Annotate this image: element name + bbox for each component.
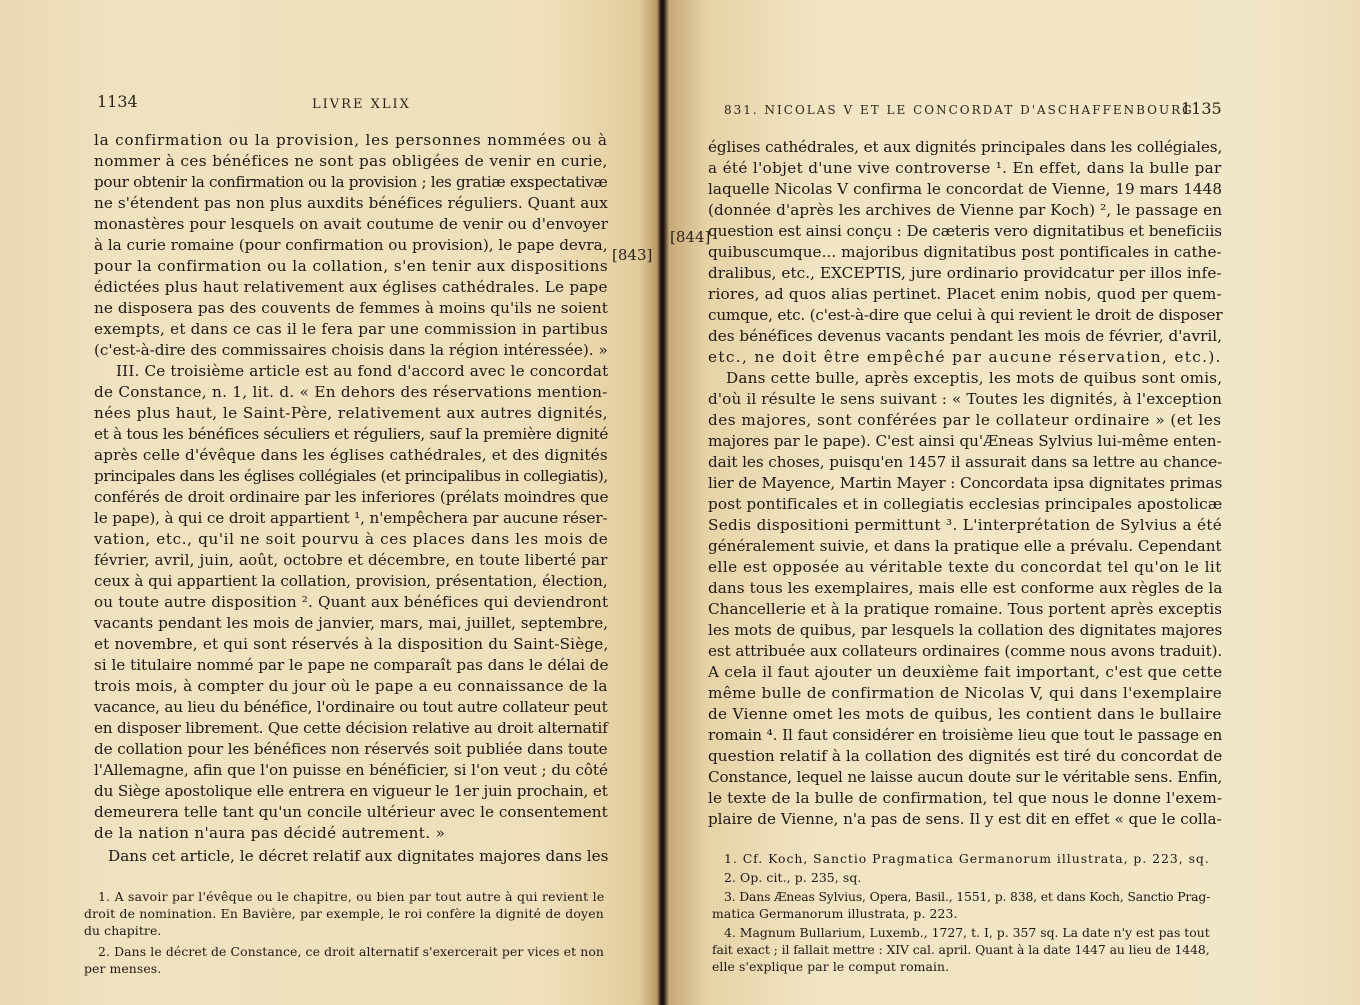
footnote-line: droit de nomination. En Bavière, par exemple, le roi confère la dignité de doyen: [84, 906, 604, 921]
text-line: post pontificales et in collegiatis ecclesias principales apostolicæ: [708, 495, 1223, 513]
text-line: vation, etc., qu'il ne soit pourvu à ces places dans les mois de: [94, 530, 609, 548]
footnote-line: 4. Magnum Bullarium, Luxemb., 1727, t. I, p. 357 sq. La date n'y est pas tout: [724, 925, 1210, 940]
text-line: A cela il faut ajouter un deuxième fait important, c'est que cette: [708, 663, 1223, 681]
footnote-line: 3. Dans Æneas Sylvius, Opera, Basil., 1551, p. 838, et dans Koch, Sanctio Prag-: [724, 889, 1211, 904]
margin-page-ref: [843]: [612, 246, 653, 264]
text-line: ne s'étendent pas non plus auxdits bénéfices réguliers. Quant aux: [94, 194, 608, 212]
text-line: lier de Mayence, Martin Mayer : Concordata ipsa dignitates primas: [708, 474, 1223, 492]
text-line: à la curie romaine (pour confirmation ou provision), le pape devra,: [94, 236, 608, 254]
text-line: ne disposera pas des couvents de femmes à moins qu'ils ne soient: [94, 299, 608, 317]
text-line: dait les choses, puisqu'en 1457 il assurait dans sa lettre au chance-: [708, 453, 1223, 471]
page-number: 1135: [1181, 99, 1222, 118]
text-line: cumque, etc. (c'est-à-dire que celui à qui revient le droit de disposer: [708, 306, 1223, 324]
footnote-line: 2. Op. cit., p. 235, sq.: [724, 870, 862, 885]
text-line: de collation pour les bénéfices non réservés soit publiée dans toute: [94, 740, 608, 758]
text-line: laquelle Nicolas V confirma le concordat de Vienne, 19 mars 1448: [708, 180, 1223, 198]
text-line: édictées plus haut relativement aux églises cathédrales. Le pape: [94, 278, 608, 296]
text-line: est attribuée aux collateurs ordinaires (comme nous avons traduit).: [708, 642, 1223, 660]
text-line: d'où il résulte le sens suivant : « Toutes les dignités, à l'exception: [708, 390, 1223, 408]
footnote-line: du chapitre.: [84, 923, 162, 938]
footnote-line: 2. Dans le décret de Constance, ce droit alternatif s'exercerait per vices et non: [98, 944, 605, 959]
text-line: de Constance, n. 1, lit. d. « En dehors des réservations mention-: [94, 383, 608, 401]
footnote-line: per menses.: [84, 961, 162, 976]
text-line: dans tous les exemplaires, mais elle est conforme aux règles de la: [708, 579, 1223, 597]
text-line: a été l'objet d'une vive controverse ¹. En effet, dans la bulle par: [708, 159, 1222, 177]
footnote-line: fait exact ; il fallait mettre : XIV cal. april. Quant à la date 1447 au lieu de 1448,: [712, 942, 1210, 957]
text-line: du Siège apostolique elle entrera en vigueur le 1er juin prochain, et: [94, 782, 608, 800]
text-line: de la nation n'aura pas décidé autrement. »: [94, 824, 446, 842]
text-line: si le titulaire nommé par le pape ne comparaît pas dans le délai de: [94, 656, 609, 674]
text-line: elle est opposée au véritable texte du concordat tel qu'on le lit: [708, 558, 1222, 576]
footnote-line: matica Germanorum illustrata, p. 223.: [712, 906, 958, 921]
text-line: en disposer librement. Que cette décision relative au droit alternatif: [94, 719, 608, 737]
text-line: nommer à ces bénéfices ne sont pas obligées de venir en curie,: [94, 152, 608, 170]
text-line: vacance, au lieu du bénéfice, l'ordinaire ou tout autre collateur peut: [94, 698, 608, 716]
text-line: question relatif à la collation des dignités est tiré du concordat de: [708, 747, 1223, 765]
text-line: Sedis dispositioni permittunt ³. L'interprétation de Sylvius a été: [708, 516, 1223, 534]
text-line: principales dans les églises collégiales (et principalibus in collegiatis),: [94, 467, 608, 485]
text-line: pour obtenir la confirmation ou la provision ; les gratiæ exspectativæ: [94, 173, 608, 191]
text-line: pour la confirmation ou la collation, s'en tenir aux dispositions: [94, 257, 609, 275]
text-line: III. Ce troisième article est au fond d'accord avec le concordat: [116, 362, 609, 380]
text-line: des bénéfices devenus vacants pendant les mois de février, d'avril,: [708, 327, 1222, 345]
text-line: question est ainsi conçu : De cæteris vero dignitatibus et beneficiis: [708, 222, 1223, 240]
text-line: le texte de la bulle de confirmation, tel que nous le donne l'exem-: [708, 789, 1223, 807]
text-line: Dans cette bulle, après exceptis, les mots de quibus sont omis,: [726, 369, 1223, 387]
text-line: églises cathédrales, et aux dignités principales dans les collégiales,: [708, 138, 1223, 156]
footnote-line: elle s'explique par le comput romain.: [712, 959, 950, 974]
margin-page-ref: [844]: [670, 228, 711, 246]
left-page: [0, 0, 655, 1005]
text-line: le pape), à qui ce droit appartient ¹, n'empêchera par aucune réser-: [94, 509, 608, 527]
text-line: majores par le pape). C'est ainsi qu'Æneas Sylvius lui-même enten-: [708, 432, 1222, 450]
text-line: etc., ne doit être empêché par aucune réservation, etc.).: [708, 348, 1222, 366]
text-line: plaire de Vienne, n'a pas de sens. Il y est dit en effet « que le colla-: [708, 810, 1222, 828]
text-line: (c'est-à-dire des commissaires choisis dans la région intéressée). »: [94, 341, 608, 359]
running-head: LIVRE XLIX: [312, 97, 411, 112]
text-line: romain ⁴. Il faut considérer en troisième lieu que tout le passage en: [708, 726, 1223, 744]
footnote-line: 1. Cf. Koch, Sanctio Pragmatica Germanorum illustrata, p. 223, sq.: [724, 851, 1210, 866]
footnote-line: 1. A savoir par l'évêque ou le chapitre, ou bien par tout autre à qui revient le: [98, 889, 605, 904]
running-head: 831. NICOLAS V ET LE CONCORDAT D'ASCHAFFENBOURG: [724, 103, 1194, 117]
text-line: février, avril, juin, août, octobre et décembre, en toute liberté par: [94, 551, 608, 569]
text-line: et à tous les bénéfices séculiers et réguliers, sauf la première dignité: [94, 425, 609, 443]
text-line: les mots de quibus, par lesquels la collation des dignitates majores: [708, 621, 1223, 639]
text-line: l'Allemagne, afin que l'on puisse en bénéficier, si l'on veut ; du côté: [94, 761, 608, 779]
text-line: riores, ad quos alias pertinet. Placet enim nobis, quod per quem-: [708, 285, 1222, 303]
text-line: Chancellerie et à la pratique romaine. Tous portent après exceptis: [708, 600, 1223, 618]
text-line: la confirmation ou la provision, les personnes nommées ou à: [94, 131, 608, 149]
text-line: des majores, sont conférées par le collateur ordinaire » (et les: [708, 411, 1222, 429]
text-line: ceux à qui appartient la collation, provision, présentation, élection,: [94, 572, 608, 590]
text-line: Dans cet article, le décret relatif aux dignitates majores dans les: [108, 847, 609, 865]
text-line: trois mois, à compter du jour où le pape a eu connaissance de la: [94, 677, 608, 695]
text-line: quibuscumque... majoribus dignitatibus post pontificales in cathe-: [708, 243, 1222, 261]
right-page: [660, 0, 1360, 1005]
text-line: et novembre, et qui sont réservés à la disposition du Saint-Siège,: [94, 635, 609, 653]
text-line: généralement suivie, et dans la pratique elle a prévalu. Cependant: [708, 537, 1222, 555]
text-line: exempts, et dans ce cas il le fera par une commission in partibus: [94, 320, 609, 338]
text-line: même bulle de confirmation de Nicolas V, qui dans l'exemplaire: [708, 684, 1223, 702]
text-line: monastères pour lesquels on avait coutume de venir ou d'envoyer: [94, 215, 609, 233]
text-line: après celle d'évêque dans les églises cathédrales, et des dignités: [94, 446, 608, 464]
text-line: dralibus, etc., EXCEPTIS, jure ordinario providcatur per illos infe-: [708, 264, 1222, 282]
text-line: de Vienne omet les mots de quibus, les contient dans le bullaire: [708, 705, 1222, 723]
page-number: 1134: [97, 92, 138, 111]
text-line: Constance, lequel ne laisse aucun doute sur le véritable sens. Enfin,: [708, 768, 1223, 786]
text-line: vacants pendant les mois de janvier, mars, mai, juillet, septembre,: [94, 614, 609, 632]
text-line: ou toute autre disposition ². Quant aux bénéfices qui deviendront: [94, 593, 609, 611]
text-line: (donnée d'après les archives de Vienne par Koch) ², le passage en: [708, 201, 1223, 219]
text-line: nées plus haut, le Saint-Père, relativement aux autres dignités,: [94, 404, 609, 422]
text-line: conférés de droit ordinaire par les inferiores (prélats moindres que: [94, 488, 609, 506]
text-line: demeurera telle tant qu'un concile ultérieur avec le consentement: [94, 803, 608, 821]
